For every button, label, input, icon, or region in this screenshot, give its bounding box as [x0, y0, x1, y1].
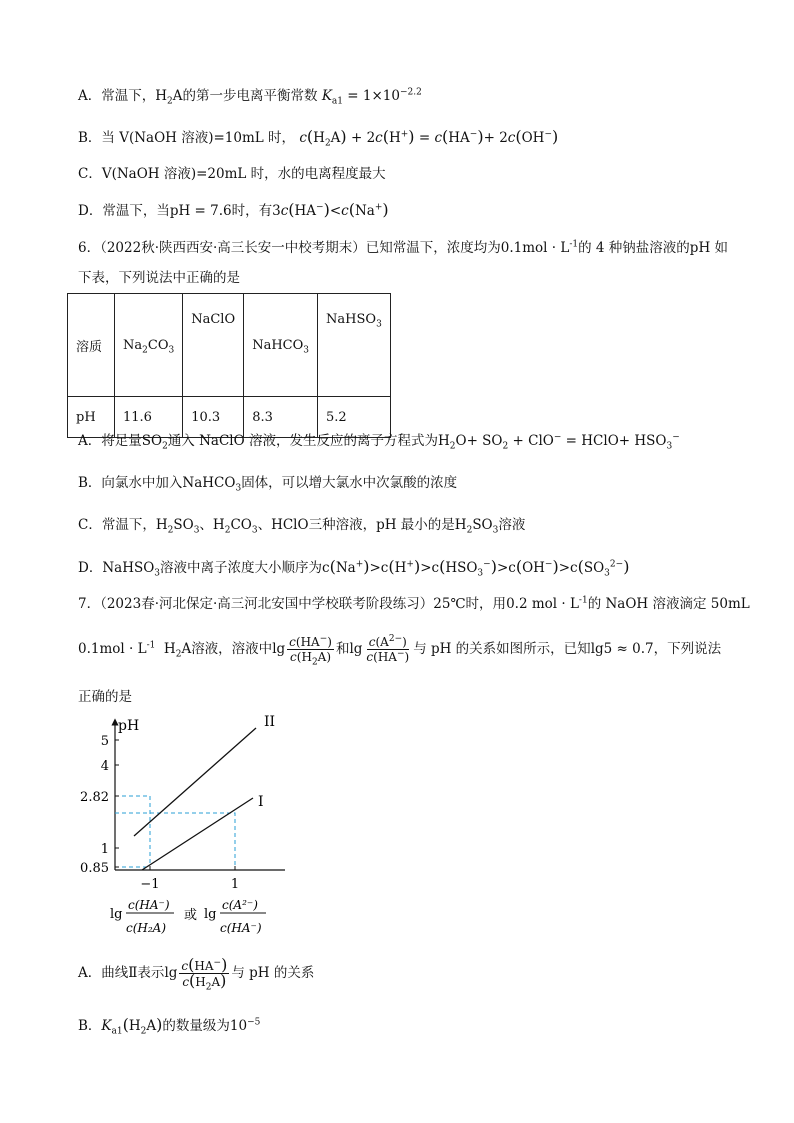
q5-option-a[interactable]: A．常温下，$H_2A$的第一步电离平衡常数 $K_{a1} = 1\times 10^{-2.2}$ [78, 87, 422, 107]
x-label-lg2: lg [204, 907, 217, 922]
solution-ph-table [67, 293, 391, 438]
x-label-frac2-den: c(HA⁻) [220, 921, 262, 935]
option-label: A． [78, 88, 102, 104]
table-row [68, 294, 391, 397]
table-cell: 8.3 [244, 397, 318, 438]
q7-stem-2: $0.1mol \cdot L^{-1}$ $H_2A$溶液，溶液中lg $\frac{c(HA^-)}{c(H_2A)}$ 和lg $\frac{c(A^{2-})}{c(HA^-)}$ 与 pH 的关系如图所示，已知lg5 ≈ 0.7，下列说法 [78, 634, 722, 668]
series-label-I: I [258, 794, 264, 810]
table-header-cell: 溶质 [68, 294, 115, 397]
q6-option-d[interactable]: D．NaHSO$_3$溶液中离子浓度大小顺序为$c(Na^+)>c(H^+)>c(HSO_3^-)>c(OH^-)>c(SO_3^{2-})$ [78, 557, 630, 579]
table-cell: NaHCO$_3$ [244, 294, 318, 397]
q6-stem: 6．（2022秋·陕西西安·高三长安一中校考期末）已知常温下，浓度均为$0.1mol \cdot L^{-1}$的 4 种钠盐溶液的pH 如 [78, 239, 729, 256]
x-label-or: 或 [184, 908, 198, 923]
q6-option-a[interactable]: A．将足量$SO_2$通入 NaClO 溶液，发生反应的离子方程式为$H_2O+ SO_2 + ClO^-$ = HClO+ $HSO_3^-$ [78, 432, 680, 452]
q6-stem-2: 下表，下列说法中正确的是 [78, 270, 240, 286]
series-line-I [142, 798, 253, 870]
q5-option-c[interactable]: C．V(NaOH 溶液)=20mL 时，水的电离程度最大 [78, 166, 386, 182]
x-tick-label: 1 [230, 877, 240, 892]
ph-chart [70, 710, 330, 950]
y-tick-label: 2.82 [80, 790, 109, 805]
q7-stem: 7．（2023春·河北保定·高三河北安国中学校联考阶段练习）25℃时，用0.2 mol · $L^{-1}$的 NaOH 溶液滴定 50mL [78, 595, 750, 612]
table-cell: 5.2 [318, 397, 391, 438]
table-cell: $Na_2CO_3$ [115, 294, 183, 397]
table-header-cell: pH [68, 397, 115, 438]
q5-option-b[interactable]: B．当 V(NaOH 溶液)=10mL 时， $c(H_2A) + 2c(H^+) = c(HA^-)+ 2c(OH^-)$ [78, 127, 559, 149]
y-tick-label: 0.85 [80, 861, 109, 876]
x-label-frac1-den: c(H₂A) [126, 921, 167, 935]
table-cell: 10.3 [183, 397, 244, 438]
series-line-II [134, 728, 256, 836]
q6-option-b[interactable]: B．向氯水中加入NaHCO$_3$固体，可以增大氯水中次氯酸的浓度 [78, 475, 458, 494]
y-axis-label: pH [118, 718, 140, 734]
q5-option-d[interactable]: D．常温下，当pH = 7.6时，有3c(HA−)<c(Na+) [78, 200, 389, 219]
series-label-II: II [264, 714, 276, 730]
x-label-frac1-num: c(HA⁻) [128, 898, 170, 912]
x-label-lg1: lg [110, 907, 123, 922]
y-tick-label: 1 [100, 842, 109, 857]
q7-option-a[interactable]: A．曲线Ⅱ表示lg $\frac{c(HA^-)}{c(H_2A)}$ 与 pH 的关系 [78, 955, 315, 993]
y-tick-label: 4 [100, 759, 109, 774]
q7-option-b[interactable]: B．$K_{a1}(H_2A)$的数量级为$10^{-5}$ [78, 1015, 261, 1037]
x-label-frac2-num: c(A²⁻) [222, 898, 258, 912]
y-tick-label: 5 [100, 734, 109, 749]
table-cell: NaHSO$_3$ [318, 294, 391, 397]
guide-line [115, 796, 150, 870]
table-cell: 11.6 [115, 397, 183, 438]
q6-option-c[interactable]: C．常温下，$H_2SO_3$、$H_2CO_3$、HClO三种溶液，pH 最小的是$H_2SO_3$溶液 [78, 517, 526, 536]
x-tick-label: −1 [140, 877, 160, 892]
table-cell: NaClO [183, 294, 244, 397]
q7-stem-3: 正确的是 [78, 689, 132, 705]
